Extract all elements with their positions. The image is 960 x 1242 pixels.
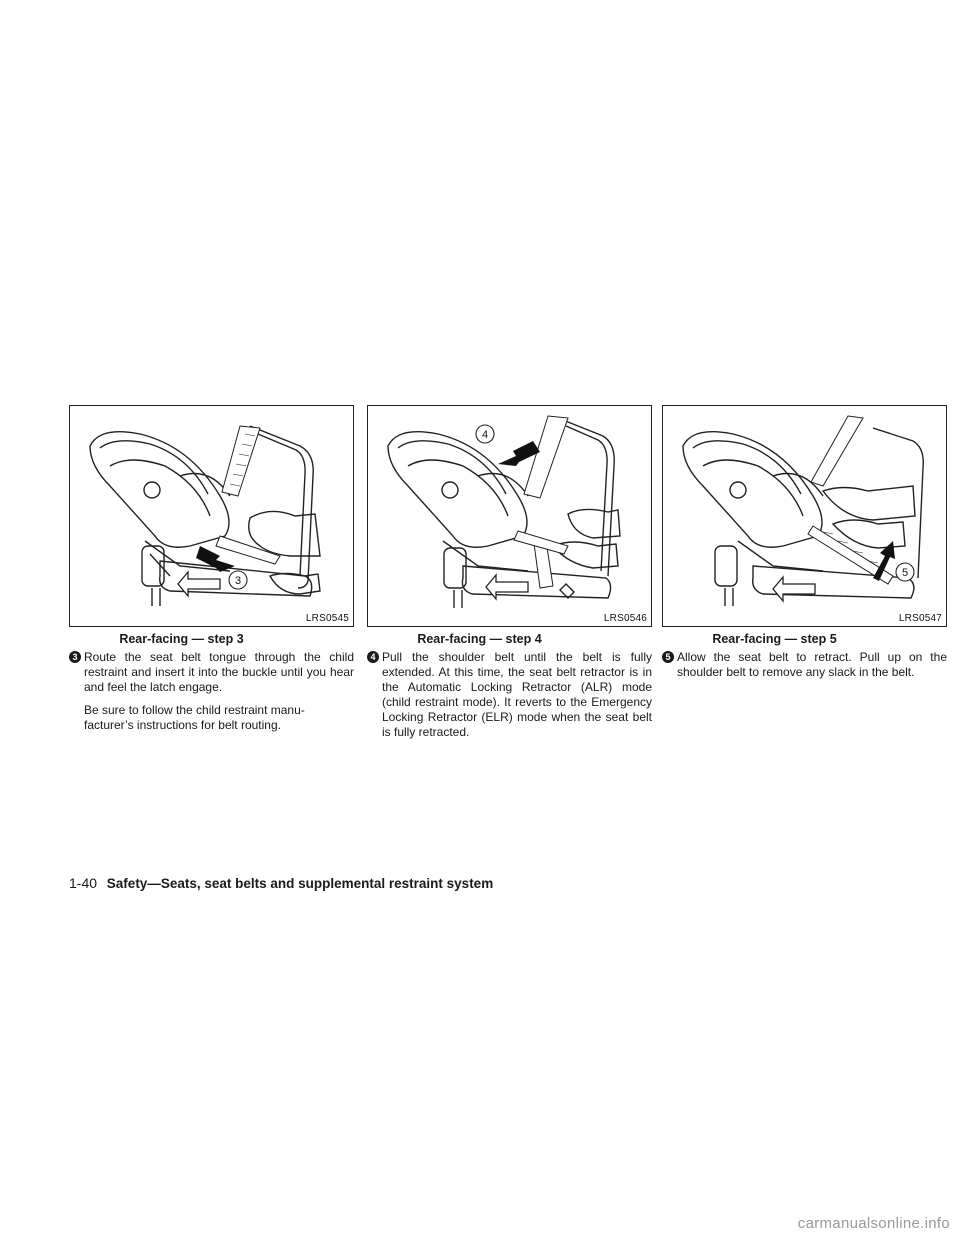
page-footer (69, 875, 493, 891)
figure-rear-facing-step-3 (69, 405, 354, 627)
svg-text:3: 3 (234, 575, 242, 587)
step-text: Pull the shoulder belt until the belt is fully extended. At this time, the seat belt retractor is in the Automatic Locking Retractor (ALR) mode (child restraint mode). It reverts to the Emergency Locking Retractor (ELR) mode when the seat belt is fully retracted. (382, 650, 652, 739)
figure-code: LRS0545 (305, 613, 349, 624)
svg-text:4: 4 (481, 429, 489, 441)
figure-rear-facing-step-4 (367, 405, 652, 627)
figure-code: LRS0546 (603, 613, 647, 624)
illustration-child-seat-step-5 (663, 406, 946, 626)
step-text: Route the seat belt tongue through the child restraint and insert it into the buckle until you hear and feel the latch engage. (84, 650, 354, 694)
page-number: 1-40 (69, 875, 98, 891)
column-step-4 (367, 405, 652, 740)
figure-rear-facing-step-5 (662, 405, 947, 627)
watermark: carmanualsonline.info (797, 1215, 950, 1232)
step-number-badge: 3 (69, 651, 81, 663)
illustration-child-seat-step-4 (368, 406, 651, 626)
figure-caption: Rear-facing — step 5 (712, 632, 837, 646)
section-title: Safety—Seats, seat belts and supplemental restraint system (106, 876, 494, 891)
column-step-3 (69, 405, 354, 733)
column-step-5 (662, 405, 947, 680)
step-4 (367, 650, 652, 740)
step-3 (69, 650, 354, 695)
figure-caption: Rear-facing — step 3 (119, 632, 244, 646)
svg-text:5: 5 (901, 567, 909, 579)
step-note: Be sure to follow the child restraint manu- facturer’s instructions for belt routing. (84, 703, 305, 732)
figure-caption: Rear-facing — step 4 (417, 632, 542, 646)
step-5 (662, 650, 947, 680)
figure-code: LRS0547 (898, 613, 942, 624)
step-text: Allow the seat belt to retract. Pull up on the shoulder belt to remove any slack in the belt. (677, 650, 947, 679)
step-number-badge: 5 (662, 651, 674, 663)
illustration-child-seat-step-3 (70, 406, 353, 626)
step-number-badge: 4 (367, 651, 379, 663)
